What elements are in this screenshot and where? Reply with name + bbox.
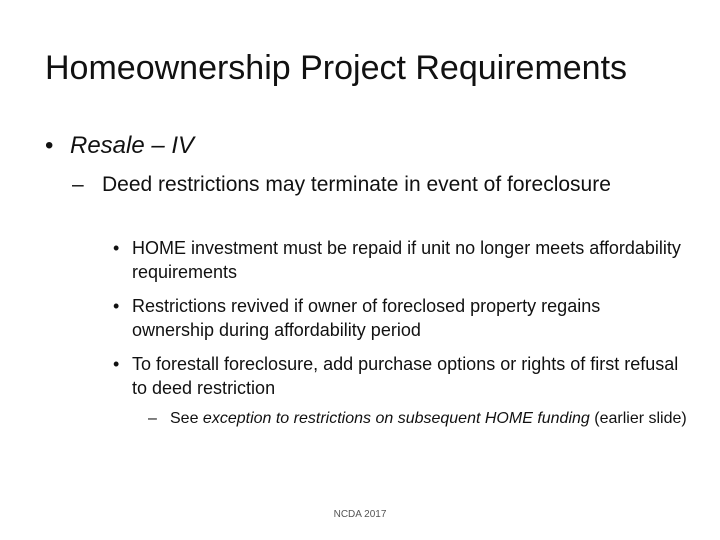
bullet-level-1	[45, 128, 194, 164]
dash-icon: –	[148, 410, 157, 427]
bullet-icon: •	[113, 354, 120, 374]
bullet-level-4-prefix: See	[170, 410, 203, 427]
bullet-level-4-suffix: (earlier slide)	[589, 410, 687, 427]
bullet-level-4	[148, 408, 690, 429]
bullet-level-4-italic: exception to restrictions on subsequent HOME funding	[202, 410, 590, 427]
bullet-level-3-item	[113, 294, 683, 342]
bullet-icon: •	[45, 132, 54, 159]
bullet-level-3-text: Restrictions revived if owner of foreclosed property regains ownership during affordability period	[132, 296, 601, 340]
bullet-level-3-item	[113, 352, 683, 400]
slide-footer: NCDA 2017	[333, 509, 387, 520]
bullet-level-3-item	[113, 236, 683, 284]
bullet-level-3-list	[113, 236, 683, 410]
bullet-level-3-text: To forestall foreclosure, add purchase options or rights of first refusal to deed restriction	[132, 354, 679, 398]
bullet-icon: •	[113, 238, 120, 258]
dash-icon: –	[72, 173, 84, 196]
bullet-level-2	[72, 170, 672, 200]
bullet-icon: •	[113, 296, 120, 316]
bullet-level-3-text: HOME investment must be repaid if unit no longer meets affordability requirements	[132, 238, 681, 282]
bullet-level-1-text: Resale – IV	[70, 132, 195, 159]
bullet-level-2-text: Deed restrictions may terminate in event of foreclosure	[102, 173, 611, 196]
slide-title: Homeownership Project Requirements	[45, 49, 628, 87]
